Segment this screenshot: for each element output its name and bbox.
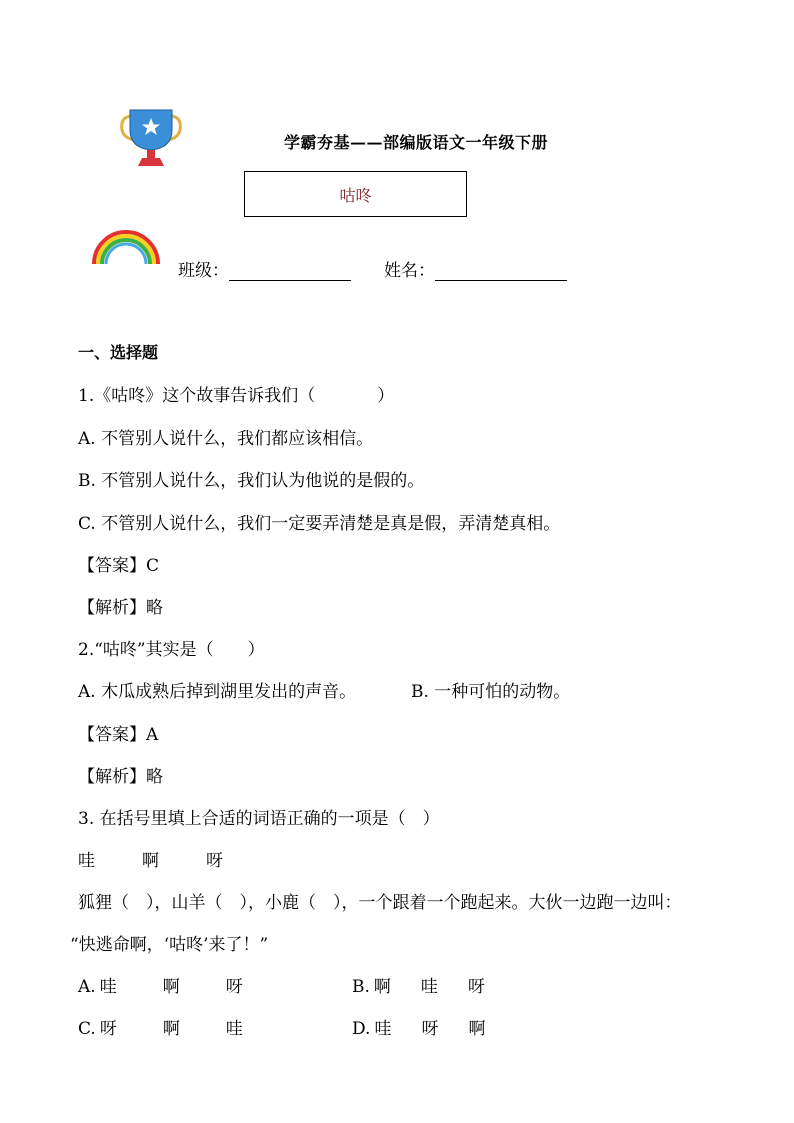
q2-option-a: A. 木瓜成熟后掉到湖里发出的声音。 (78, 682, 357, 702)
q1-option-c: C. 不管别人说什么，我们一定要弄清楚是真是假，弄清楚真相。 (78, 514, 561, 534)
q3-passage-line-1: 狐狸（ ），山羊（ ），小鹿（ ），一个跟着一个跑起来。大伙一边跑一边叫： (78, 893, 682, 913)
answer-value: A (146, 725, 159, 745)
page-title: 学霸夯基——部编版语文一年级下册 (284, 133, 549, 152)
lesson-title-box (244, 171, 467, 217)
q1-option-a: A. 不管别人说什么，我们都应该相信。 (78, 429, 374, 449)
answer-label: 【答案】 (78, 725, 146, 745)
analysis-label: 【解析】 (78, 767, 146, 787)
answer-value: C (146, 556, 160, 576)
name-label: 姓名： (384, 261, 435, 281)
q1-analysis (78, 593, 163, 618)
class-label: 班级： (178, 261, 229, 281)
q3-passage-line-2: “快逃命啊，‘咕咚’来了！” (70, 935, 269, 955)
q2-stem: 2.“咕咚”其实是（ ） (78, 640, 265, 660)
q3-word-1: 哇 (78, 851, 95, 871)
class-input-line[interactable] (229, 262, 351, 281)
analysis-label: 【解析】 (78, 598, 146, 618)
analysis-value: 略 (146, 598, 163, 618)
q1-stem (78, 381, 394, 406)
analysis-value: 略 (146, 767, 163, 787)
q3-stem: 3. 在括号里填上合适的词语正确的一项是（ ） (78, 809, 440, 829)
q1-stem-b: ） (377, 386, 395, 406)
name-input-line[interactable] (435, 262, 567, 281)
trophy-icon (118, 106, 184, 170)
q3-option-b: B. 啊 哇 呀 (352, 977, 485, 997)
section-heading: 一、选择题 (78, 343, 159, 362)
q3-option-c: C. 呀 啊 哇 (78, 1019, 243, 1039)
q1-answer (78, 551, 159, 576)
q1-option-b: B. 不管别人说什么，我们认为他说的是假的。 (78, 471, 425, 491)
rainbow-icon (90, 226, 162, 266)
answer-label: 【答案】 (78, 556, 146, 576)
q2-analysis (78, 762, 163, 787)
name-field (384, 256, 567, 281)
q2-option-b: B. 一种可怕的动物。 (411, 682, 571, 702)
q3-word-2: 啊 (142, 851, 159, 871)
q3-option-d: D. 哇 呀 啊 (352, 1019, 486, 1039)
q3-option-a: A. 哇 啊 呀 (78, 977, 243, 997)
class-field (178, 256, 351, 281)
q1-stem-a: 1.《咕咚》这个故事告诉我们（ (78, 386, 316, 406)
q2-answer (78, 720, 158, 745)
lesson-title: 咕咚 (339, 185, 372, 205)
q3-word-3: 呀 (206, 851, 223, 871)
